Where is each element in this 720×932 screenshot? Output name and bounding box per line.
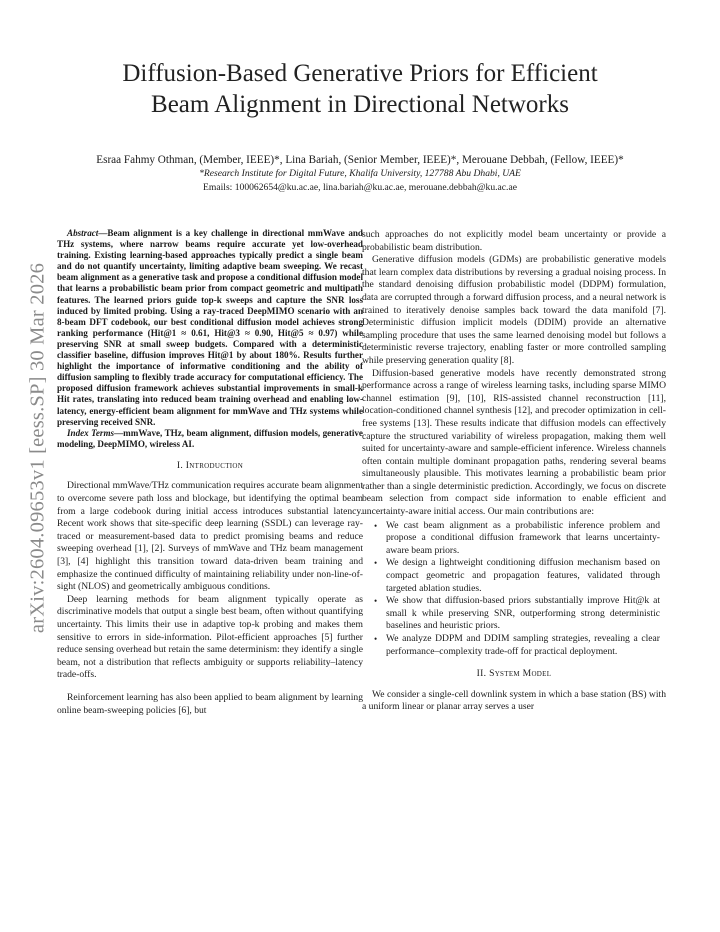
right-column: [362, 229, 666, 714]
list-item-text: We cast beam alignment as a probabilistic inference problem and propose a conditional diffusion framework that learns uncertainty-aware beam priors.: [386, 519, 660, 556]
section-heading-system-model: [362, 668, 666, 681]
affiliation: *Research Institute for Digital Future, Khalifa University, 127788 Abu Dhabi, UAE: [199, 168, 521, 179]
section-numeral: I.: [176, 459, 186, 471]
paper-title: [60, 58, 660, 120]
system-model-paragraph: We consider a single-cell downlink system in which a base station (BS) with a uniform linear or planar array serves a user: [362, 688, 666, 713]
title-line-1: Diffusion-Based Generative Priors for Efficient: [122, 60, 598, 87]
arxiv-identifier-stamp: arXiv:2604.09653v1 [eess.SP] 30 Mar 2026: [26, 262, 49, 634]
left-column: [57, 228, 363, 717]
index-terms: [57, 428, 363, 450]
title-line-2: Beam Alignment in Directional Networks: [151, 91, 569, 118]
index-terms-text: —mmWave, THz, beam alignment, diffusion models, generative modeling, DeepMIMO, wireless AI.: [57, 427, 363, 449]
index-terms-lead: Index Terms: [67, 427, 115, 438]
body-paragraph: such approaches do not explicitly model beam uncertainty or provide a probabilistic beam distribution.: [362, 229, 666, 253]
intro-paragraph: Directional mmWave/THz communication requires accurate beam alignment to overcome severe path loss and blockage, but identifying the optimal beam from a large codebook during initial access introduces substantial latency. Recent work shows that site-specific deep learning (SSDL) can leverage ray-traced or measurement-based data to predict promising beams and reduce sweeping overhead [1], [2]. Surveys of mmWave and THz beam management [3], [4] highlight this transition toward data-driven beam training and emphasize the continued difficulty of maintaining reliability under non-line-of-sight (NLOS) and geometrically ambiguous conditions.: [57, 480, 363, 593]
bullet-glyph: •: [374, 558, 378, 569]
author-list: Esraa Fahmy Othman, (Member, IEEE)*, Lina Bariah, (Senior Member, IEEE)*, Merouane Debbah, (Fellow, IEEE)*: [96, 154, 624, 166]
intro-paragraph: Reinforcement learning has also been applied to beam alignment by learning online beam-sweeping policies [6], but: [57, 691, 363, 716]
abstract-lead: Abstract: [67, 228, 99, 238]
list-item: [362, 520, 666, 558]
abstract-text: —Beam alignment is a key challenge in directional mmWave and THz systems, where narrow beams require accurate yet low-overhead training. Existing learning-based approaches typically predict a single beam and do not quantify uncertainty, limiting adaptive beam sweeping. We recast beam alignment as a generative task and propose a conditional diffusion model that learns a probabilistic beam prior from compact geometric and multipath features. The learned priors guide top-k sweeps and capture the SNR loss induced by limited probing. Using a ray-traced DeepMIMO scenario with an 8-beam DFT codebook, our best conditional diffusion model achieves strong ranking performance (Hit@1 ≈ 0.61, Hit@3 ≈ 0.90, Hit@5 ≈ 0.97) while preserving SNR at small sweep budgets. Compared with a deterministic classifier baseline, diffusion improves Hit@1 by about 180%. Results further highlight the importance of informative conditioning and the ability of diffusion sampling to flexibly trade accuracy for computational efficiency. The proposed diffusion framework achieves substantial improvements in small-k Hit rates, translating into reduced beam training overhead and enabling low-latency, energy-efficient beam alignment for mmWave and THz systems while preserving received SNR.: [57, 228, 363, 427]
contributions-list: [362, 520, 666, 659]
bullet-glyph: •: [374, 596, 378, 607]
section-heading-introduction: [57, 460, 363, 473]
section-title: System Model: [489, 668, 552, 680]
list-item-text: We analyze DDPM and DDIM sampling strategies, revealing a clear performance–complexity trade-off for practical deployment.: [386, 633, 660, 657]
list-item-text: We show that diffusion-based priors substantially improve Hit@k at small k while preserving SNR, outperforming strong deterministic baselines and heuristic priors.: [386, 595, 660, 632]
section-numeral: II.: [476, 668, 490, 680]
list-item: [362, 633, 666, 658]
list-item: [362, 595, 666, 633]
author-emails: Emails: 100062654@ku.ac.ae, lina.bariah@ku.ac.ae, merouane.debbah@ku.ac.ae: [203, 182, 517, 193]
abstract: [57, 228, 363, 428]
section-title: Introduction: [185, 459, 244, 471]
list-item: [362, 557, 666, 595]
bullet-glyph: •: [374, 634, 378, 644]
body-paragraph: Generative diffusion models (GDMs) are probabilistic generative models that learn complex data distributions by reversing a gradual noising process. In the standard denoising diffusion probabilistic model (DDPM) formulation, data are corrupted through a forward diffusion process, and a neural network is trained to iteratively denoise samples back toward the data manifold [7]. Deterministic diffusion implicit models (DDIM) provide an alternative sampling procedure that uses the same learned denoising model but follows a deterministic reverse trajectory, enabling faster or more controlled sampling while preserving generation quality [8].: [362, 254, 666, 366]
intro-paragraph: Deep learning methods for beam alignment typically operate as discriminative models that output a single best beam, often without quantifying uncertainty. This limits their use in adaptive top-k probing and makes them sensitive to errors in side-information. Pilot-efficient approaches [5] further reduce sensing overhead but retain the same determinism: they identify a single beam, not a distribution that reflects ambiguity or supports reliability–latency trade-offs.: [57, 593, 363, 681]
list-item-text: We design a lightweight conditioning diffusion mechanism based on compact geometric and propagation features, validated through targeted ablation studies.: [386, 557, 660, 594]
bullet-glyph: •: [374, 520, 378, 531]
body-paragraph: Diffusion-based generative models have recently demonstrated strong performance across a range of wireless learning tasks, including sparse MIMO channel estimation [9], [10], RIS-assisted channel reconstruction [11], location-conditioned channel synthesis [12], and precoder optimization in cell-free systems [13]. These results indicate that diffusion models can effectively capture the structured variability of wireless propagation, making them well suited for uncertainty-aware and sample-efficient inference. Wireless channels often contain multiple dominant propagation paths, rendering several beams simultaneously plausible. This motivates learning a probabilistic beam prior rather than a single deterministic prediction. Accordingly, we focus on discrete beam selection from compact side information to enable efficient and uncertainty-aware initial access. Our main contributions are:: [362, 367, 666, 518]
